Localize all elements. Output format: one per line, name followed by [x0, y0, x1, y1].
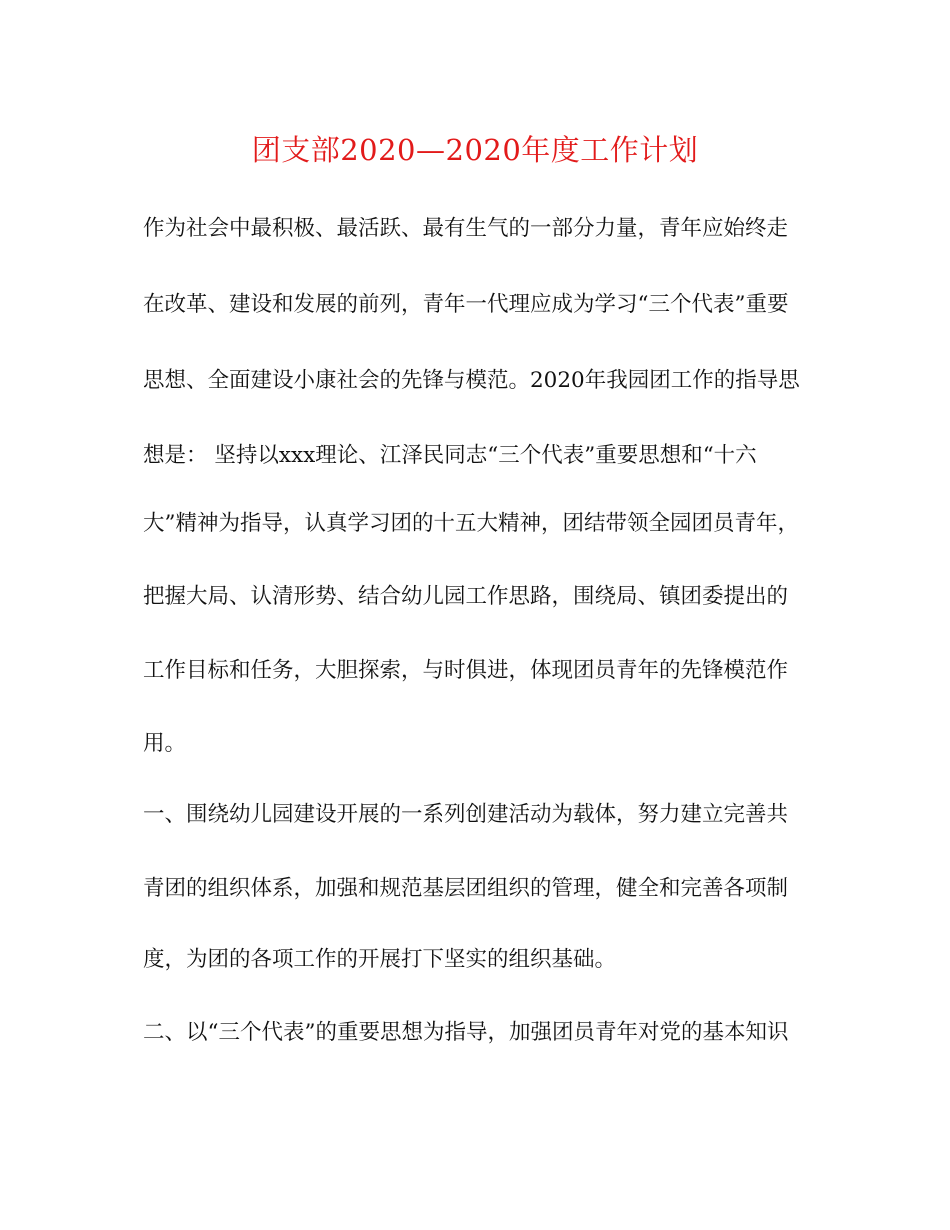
- paragraph-line: 青团的组织体系，加强和规范基层团组织的管理，健全和完善各项制: [143, 876, 789, 901]
- paragraph-line: 工作目标和任务，大胆探索，与时俱进，体现团员青年的先锋模范作: [143, 658, 789, 683]
- section-heading-line: 二、以“三个代表”的重要思想为指导，加强团员青年对党的基本知识: [143, 1020, 789, 1045]
- paragraph-line: 在改革、建设和发展的前列，青年一代理应成为学习“三个代表”重要: [143, 292, 789, 317]
- paragraph-line: 度，为团的各项工作的开展打下坚实的组织基础。: [143, 947, 617, 972]
- paragraph-line: 大”精神为指导，认真学习团的十五大精神，团结带领全园团员青年，: [143, 511, 799, 536]
- paragraph-line: 把握大局、认清形势、结合幼儿园工作思路，围绕局、镇团委提出的: [143, 584, 789, 609]
- section-heading-line: 一、围绕幼儿园建设开展的一系列创建活动为载体，努力建立完善共: [143, 802, 789, 827]
- paragraph-line: 思想、全面建设小康社会的先锋与模范。2020年我园团工作的指导思: [143, 368, 800, 393]
- paragraph-line: 作为社会中最积极、最活跃、最有生气的一部分力量，青年应始终走: [143, 216, 789, 241]
- document-title: 团支部2020—2020年度工作计划: [251, 133, 699, 167]
- paragraph-line: 想是： 坚持以xxx理论、江泽民同志“三个代表”重要思想和“十六: [143, 443, 757, 468]
- paragraph-line: 用。: [143, 731, 187, 756]
